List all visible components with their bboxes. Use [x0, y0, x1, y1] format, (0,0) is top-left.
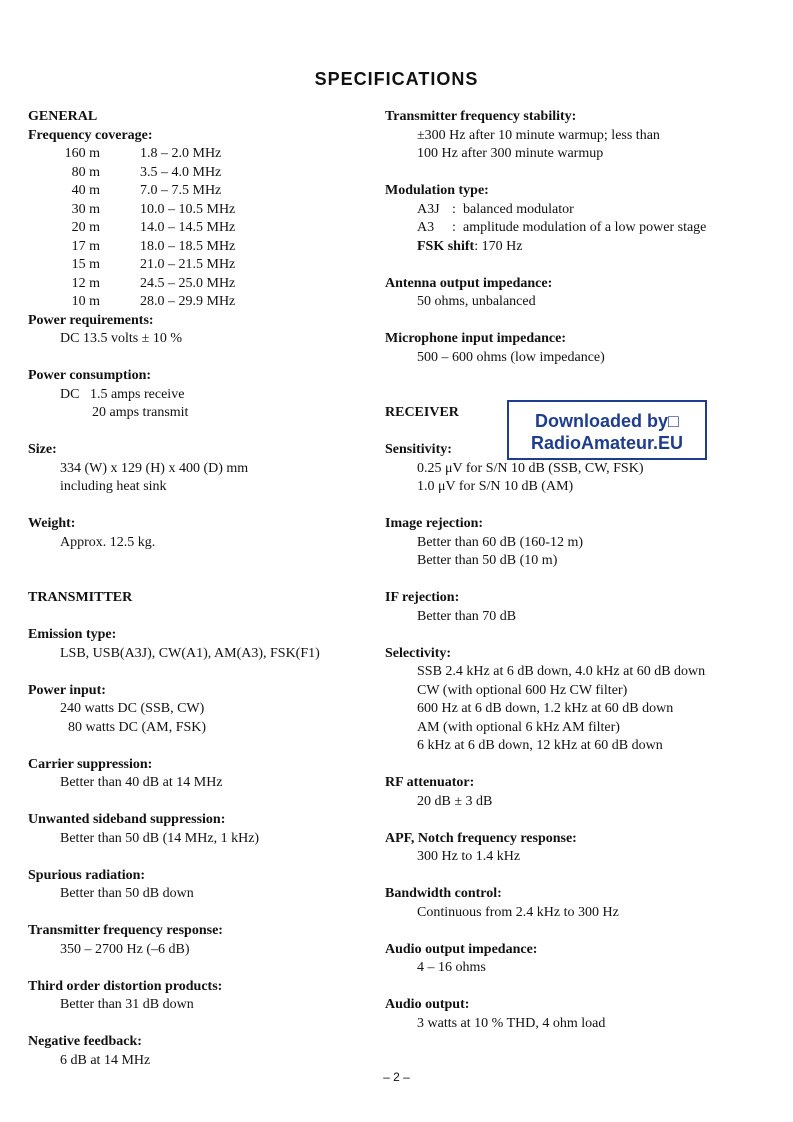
bandwidth-control-value: Continuous from 2.4 kHz to 300 Hz [417, 904, 619, 920]
watermark-line2: RadioAmateur.EU [530, 433, 684, 453]
modulation-row [417, 219, 775, 238]
modulation-desc: amplitude modulation of a low power stage [463, 220, 707, 235]
sensitivity-line2: 1.0 μV for S/N 10 dB (AM) [417, 479, 574, 494]
apf-notch-value: 300 Hz to 1.4 kHz [417, 849, 521, 864]
mic-impedance-value: 500 – 600 ohms (low impedance) [417, 349, 605, 365]
frequency-range: 28.0 – 29.9 MHz [140, 294, 236, 309]
fsk-shift [417, 238, 775, 257]
power-consumption-transmit: 20 amps transmit [92, 405, 189, 420]
frequency-range: 3.5 – 4.0 MHz [140, 164, 222, 180]
third-order-distortion-value: Better than 31 dB down [60, 997, 194, 1012]
rf-attenuator-value: 20 dB ± 3 dB [417, 793, 493, 809]
size-note: including heat sink [60, 479, 167, 494]
sensitivity-line1: 0.25 μV for S/N 10 dB (SSB, CW, FSK) [417, 460, 644, 476]
page-title: SPECIFICATIONS [314, 69, 479, 89]
audio-output-label: Audio output: [385, 997, 470, 1012]
frequency-coverage-table [28, 145, 373, 312]
modulation-row [417, 201, 775, 220]
image-rejection-label: Image rejection: [385, 516, 484, 531]
modulation-type-label: Modulation type: [385, 183, 489, 198]
weight-label: Weight: [28, 516, 76, 531]
frequency-band: 12 m [71, 275, 100, 291]
transmitter-section-title: TRANSMITTER [28, 590, 133, 605]
tx-frequency-response-value: 350 – 2700 Hz (–6 dB) [60, 941, 190, 957]
selectivity-am-values: 6 kHz at 6 dB down, 12 kHz at 60 dB down [417, 738, 663, 753]
bandwidth-control-label: Bandwidth control: [385, 886, 502, 901]
modulation-desc: balanced modulator [463, 201, 574, 217]
fsk-shift-value: : 170 Hz [474, 238, 523, 254]
frequency-band: 30 m [71, 201, 100, 217]
emission-type-label: Emission type: [28, 627, 117, 642]
modulation-type-table [385, 201, 775, 238]
third-order-distortion-label: Third order distortion products: [28, 978, 223, 994]
frequency-range: 24.5 – 25.0 MHz [140, 275, 236, 291]
audio-impedance-value: 4 – 16 ohms [417, 960, 486, 975]
antenna-impedance-value: 50 ohms, unbalanced [417, 294, 536, 309]
tx-frequency-response-label: Transmitter frequency response: [28, 923, 223, 938]
receiver-section-title: RECEIVER [385, 405, 459, 420]
frequency-band: 80 m [71, 164, 100, 180]
frequency-range: 18.0 – 18.5 MHz [140, 238, 236, 254]
left-column [28, 108, 373, 1070]
frequency-row [60, 164, 373, 183]
spurious-radiation-label: Spurious radiation: [28, 867, 146, 883]
general-section-title: GENERAL [28, 109, 98, 124]
frequency-band: 10 m [71, 294, 100, 309]
watermark-line1: Downloaded by□ [535, 411, 679, 431]
antenna-impedance-label: Antenna output impedance: [385, 275, 553, 291]
selectivity-label: Selectivity: [385, 645, 452, 661]
power-input-ssb-cw: 240 watts DC (SSB, CW) [60, 701, 205, 716]
frequency-range: 7.0 – 7.5 MHz [140, 183, 222, 198]
carrier-suppression-value: Better than 40 dB at 14 MHz [60, 775, 223, 790]
audio-output-value: 3 watts at 10 % THD, 4 ohm load [417, 1015, 606, 1031]
power-input-am-fsk: 80 watts DC (AM, FSK) [68, 719, 207, 735]
frequency-coverage-label: Frequency coverage: [28, 127, 153, 143]
frequency-row [60, 238, 373, 257]
rf-attenuator-label: RF attenuator: [385, 775, 475, 790]
tx-stability-label: Transmitter frequency stability: [385, 109, 577, 124]
fsk-shift-label: FSK shift [417, 238, 475, 254]
selectivity-ssb: SSB 2.4 kHz at 6 dB down, 4.0 kHz at 60 dB down [417, 664, 706, 679]
modulation-sep: : [452, 220, 456, 235]
audio-impedance-label: Audio output impedance: [385, 941, 538, 957]
frequency-row [60, 219, 373, 238]
frequency-band: 40 m [71, 183, 100, 198]
power-requirements-label: Power requirements: [28, 312, 154, 328]
frequency-row [60, 182, 373, 201]
unwanted-sideband-value: Better than 50 dB (14 MHz, 1 kHz) [60, 830, 260, 846]
apf-notch-label: APF, Notch frequency response: [385, 830, 577, 846]
image-rejection-line1: Better than 60 dB (160-12 m) [417, 534, 584, 550]
spurious-radiation-value: Better than 50 dB down [60, 886, 194, 901]
if-rejection-label: IF rejection: [385, 590, 460, 605]
image-rejection-line2: Better than 50 dB (10 m) [417, 553, 558, 568]
frequency-range: 1.8 – 2.0 MHz [140, 146, 222, 161]
selectivity-am-filter: AM (with optional 6 kHz AM filter) [417, 719, 620, 735]
frequency-band: 20 m [71, 220, 100, 235]
frequency-band: 17 m [71, 238, 100, 254]
frequency-band: 160 m [64, 146, 100, 161]
size-label: Size: [28, 442, 57, 457]
tx-stability-line1: ±300 Hz after 10 minute warmup; less than [417, 127, 660, 143]
selectivity-cw-filter: CW (with optional 600 Hz CW filter) [417, 682, 628, 698]
frequency-row [60, 201, 373, 220]
weight-value: Approx. 12.5 kg. [60, 534, 156, 550]
power-input-label: Power input: [28, 682, 106, 698]
power-requirements-value: DC 13.5 volts ± 10 % [60, 331, 183, 346]
frequency-row [60, 145, 373, 164]
download-watermark [507, 400, 707, 460]
frequency-row [60, 293, 373, 312]
negative-feedback-value: 6 dB at 14 MHz [60, 1052, 151, 1068]
modulation-sep: : [452, 201, 456, 217]
frequency-range: 10.0 – 10.5 MHz [140, 201, 236, 217]
selectivity-cw-values: 600 Hz at 6 dB down, 1.2 kHz at 60 dB down [417, 701, 674, 716]
frequency-row [60, 256, 373, 275]
frequency-band: 15 m [71, 257, 100, 272]
size-dimensions: 334 (W) x 129 (H) x 400 (D) mm [60, 460, 249, 476]
negative-feedback-label: Negative feedback: [28, 1034, 142, 1049]
unwanted-sideband-label: Unwanted sideband suppression: [28, 812, 226, 827]
emission-type-value: LSB, USB(A3J), CW(A1), AM(A3), FSK(F1) [60, 645, 320, 661]
frequency-range: 14.0 – 14.5 MHz [140, 220, 236, 235]
if-rejection-value: Better than 70 dB [417, 608, 517, 624]
carrier-suppression-label: Carrier suppression: [28, 756, 153, 772]
sensitivity-label: Sensitivity: [385, 442, 452, 457]
mic-impedance-label: Microphone input impedance: [385, 331, 566, 346]
frequency-range: 21.0 – 21.5 MHz [140, 257, 236, 272]
right-column [385, 108, 775, 1033]
page-number: – 2 – [383, 1070, 410, 1084]
frequency-row [60, 275, 373, 294]
modulation-code: A3J [417, 201, 440, 217]
power-consumption-receive: DC 1.5 amps receive [60, 386, 185, 402]
modulation-code: A3 [417, 220, 435, 235]
tx-stability-line2: 100 Hz after 300 minute warmup [417, 146, 604, 161]
power-consumption-label: Power consumption: [28, 368, 152, 383]
